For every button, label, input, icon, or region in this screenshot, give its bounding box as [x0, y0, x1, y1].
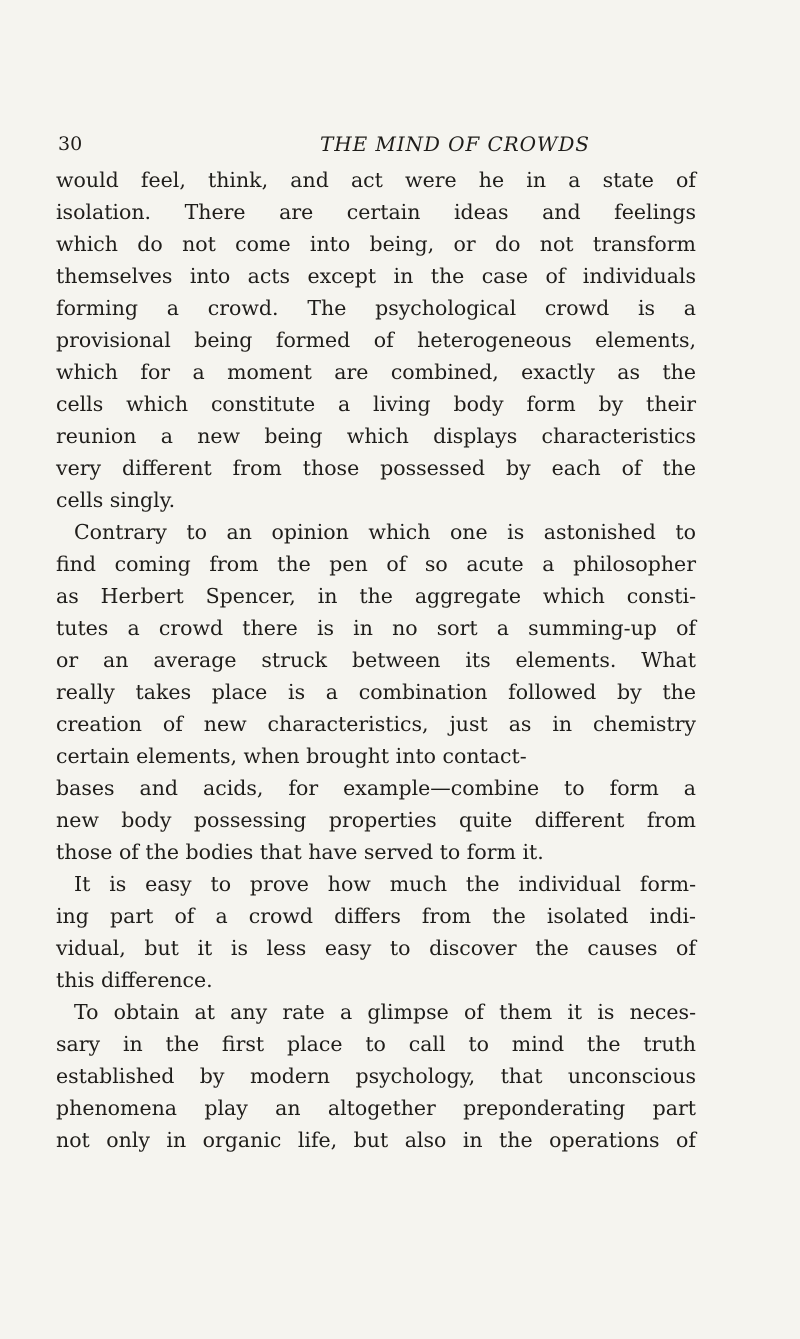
text-line: isolation. There are certain ideas and feelings	[56, 200, 696, 224]
body-text	[56, 164, 696, 1156]
text-line: new body possessing properties quite different from	[56, 808, 696, 832]
text-line: creation of new characteristics, just as in chemistry	[56, 712, 696, 736]
text-line: themselves into acts except in the case of individuals	[56, 264, 696, 288]
text-line: forming a crowd. The psychological crowd is a	[56, 296, 696, 320]
text-line: those of the bodies that have served to form it.	[56, 840, 544, 864]
text-line: sary in the first place to call to mind the truth	[56, 1032, 696, 1056]
text-line: tutes a crowd there is in no sort a summing-up of	[56, 616, 696, 640]
text-line: very different from those possessed by each of the	[56, 456, 696, 480]
paragraph-start-line: It is easy to prove how much the individual form-	[74, 872, 696, 896]
text-line: phenomena play an altogether preponderating part	[56, 1096, 696, 1120]
text-line: provisional being formed of heterogeneous elements,	[56, 328, 696, 352]
text-line: would feel, think, and act were he in a state of	[56, 168, 696, 192]
text-line: established by modern psychology, that unconscious	[56, 1064, 696, 1088]
text-line: bases and acids, for example—combine to form a	[56, 776, 696, 800]
text-line: cells singly.	[56, 488, 176, 512]
text-line: vidual, but it is less easy to discover the causes of	[56, 936, 696, 960]
paragraph-start-line: To obtain at any rate a glimpse of them it is neces-	[74, 1000, 696, 1024]
text-line: or an average struck between its elements. What	[56, 648, 696, 672]
text-line: which do not come into being, or do not transform	[56, 232, 696, 256]
text-line: cells which constitute a living body form by their	[56, 392, 696, 416]
text-line: this difference.	[56, 968, 213, 992]
paragraph-start-line: Contrary to an opinion which one is astonished to	[74, 520, 696, 544]
text-line: not only in organic life, but also in the operations of	[56, 1128, 696, 1152]
text-line: reunion a new being which displays characteristics	[56, 424, 696, 448]
page-number: 30	[58, 133, 83, 155]
page-header	[58, 128, 678, 160]
text-line: which for a moment are combined, exactly as the	[56, 360, 696, 384]
running-head: THE MIND OF CROWDS	[320, 132, 590, 156]
text-line: find coming from the pen of so acute a philosopher	[56, 552, 696, 576]
text-line: certain elements, when brought into contact-	[56, 744, 527, 768]
text-line: really takes place is a combination followed by the	[56, 680, 696, 704]
text-line: ing part of a crowd differs from the isolated indi-	[56, 904, 696, 928]
text-line: as Herbert Spencer, in the aggregate which consti-	[56, 584, 696, 608]
